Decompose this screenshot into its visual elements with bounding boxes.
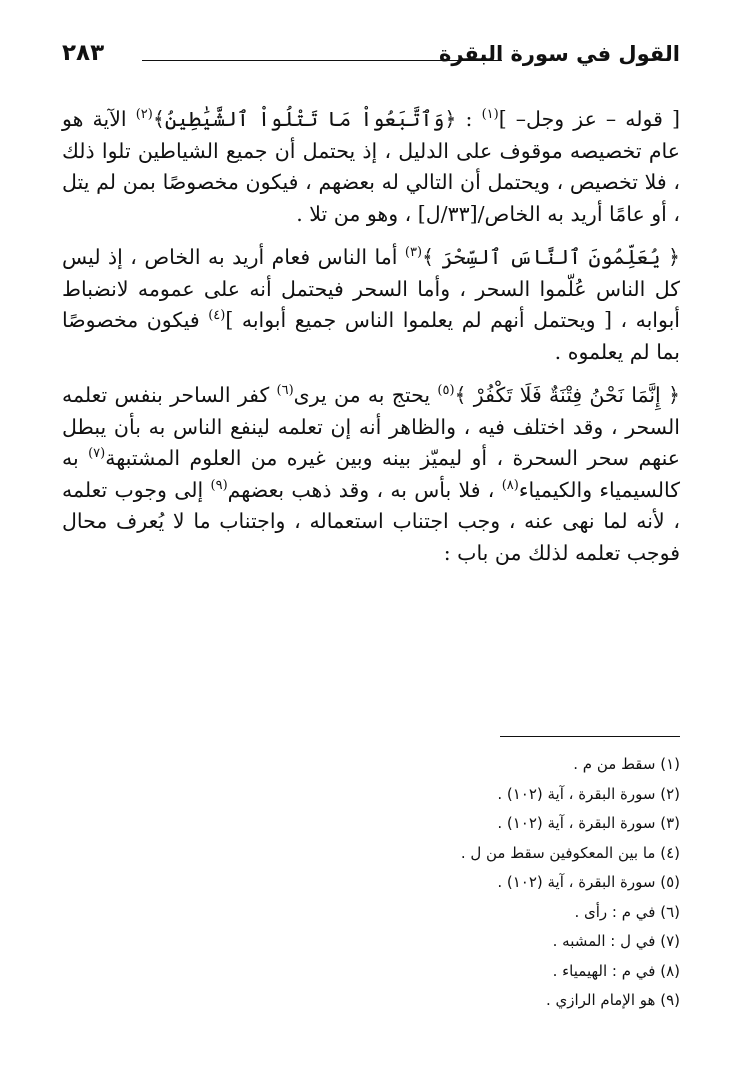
header-rule [142,60,502,61]
paragraph-text: الآية هو عام تخصيصه موقوف على الدليل ، إذ يحتمل أن جميع الشياطين تلوا ذلك ، فلا تخصيص ، ويحتمل أن التالي له بعضهم ، فيكون مخصوصًا بمن لم يتل ، أو عامًا أريد به الخاص/[٣٣/ل] ، وهو من تلا . [62,107,680,226]
footnote-reference: (١) [481,107,499,123]
footnote-rule [500,736,680,737]
quran-verse: ﴿ إِنَّمَا نَحْنُ فِتْنَةٌ فَلَا تَكْفُرْ ﴾ [454,383,680,407]
running-title: القول في سورة البقرة [438,42,680,66]
paragraph [62,104,680,230]
paragraph-text: يحتج به من يرى [293,383,438,407]
paragraph-text: إلى وجوب تعلمه ، لأنه لما نهى عنه ، وجب اجتناب استعماله ، واجتناب ما لا يُعرف محال فوجب تعلمه لذلك من باب : [62,477,680,565]
footnote-reference: (٢) [135,107,153,123]
footnote-item: (١) سقط من م . [573,755,680,773]
footnote-item: (٥) سورة البقرة ، آية (١٠٢) . [497,873,680,891]
paragraph [62,380,680,569]
quran-verse: ﴿وَٱتَّبَعُواْ مَا تَتْلُواْ ٱلشَّيَٰطِينُ﴾ [152,107,457,131]
footnote-reference: (٨) [501,477,519,493]
footnote-item: (٨) في م : الهيمياء . [552,961,680,980]
quran-verse: ﴿ يُعَلِّمُونَ ٱلنَّاسَ ٱلسِّحْرَ ﴾ [422,245,680,269]
footnote-reference: (٥) [437,383,455,399]
paragraph-text: أما الناس فعام أريد به الخاص ، إذ ليس كل الناس عُلّموا السحر ، وأما السحر فيحتمل أنه على عمومه لانضباط أبوابه ، [ ويحتمل أنهم لم يعلموا الناس جميع أبوابه ] [62,245,680,332]
footnote-item: (٩) هو الإمام الرازي . [545,991,680,1009]
paragraph-text: ، فلا بأس به ، وقد ذهب بعضهم [227,477,502,502]
footnote-reference: (٣) [404,245,423,261]
footnotes-list [200,750,680,1016]
footnote-reference: (٧) [88,446,106,462]
paragraph-text: : [456,107,482,131]
paragraph-text: فيكون مخصوصًا بما لم يعلموه . [62,308,680,364]
running-header [62,40,680,76]
footnote-item: (٤) ما بين المعكوفين سقط من ل . [460,843,680,862]
paragraph [62,242,680,368]
footnote-reference: (٩) [210,477,228,493]
footnote-item: (٣) سورة البقرة ، آية (١٠٢) . [497,814,680,832]
main-text [62,104,680,581]
footnote-item: (٦) في م : رأى . [574,902,680,921]
paragraph-text: [ قوله – عز وجل– ] [498,107,680,131]
footnote-reference: (٤) [208,308,226,324]
footnote-reference: (٦) [276,383,294,399]
footnote-item: (٢) سورة البقرة ، آية (١٠٢) . [497,784,680,803]
footnote-item: (٧) في ل : المشبه . [552,932,680,950]
page-number: ٢٨٣ [62,40,105,66]
paragraph-text: به كالسيمياء والكيمياء [62,446,681,502]
paragraph-text: كفر الساحر بنفس تعلمه السحر ، وقد اختلف فيه ، والظاهر أنه إن تعلمه لينفع الناس به بأن يبطل عنهم سحر السحرة ، أو ليميّز بينه وبين غيره من العلوم المشتبهة [62,383,680,470]
